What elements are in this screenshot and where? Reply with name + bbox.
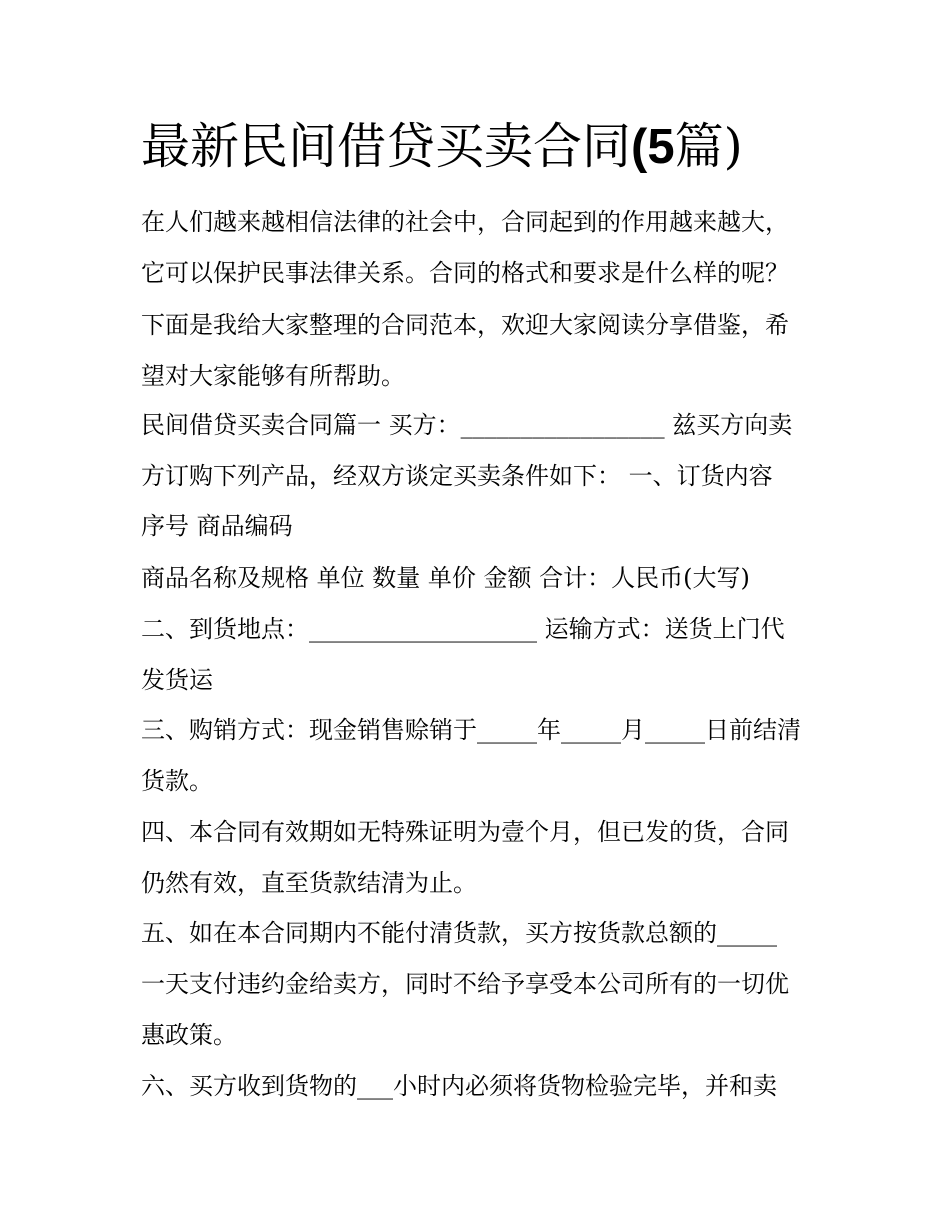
body-line: 商品名称及规格 单位 数量 单价 金额 合计：人民币(大写) <box>141 564 750 592</box>
title-suffix: 篇) <box>674 118 743 175</box>
body-line: 一天支付违约金给卖方，同时不给予享受本公司所有的一切优 <box>141 970 789 998</box>
body-line: 方订购下列产品，经双方谈定买卖条件如下： 一、订货内容 <box>141 462 773 490</box>
body-line: 六、买方收到货物的___小时内必须将货物检验完毕，并和卖 <box>141 1072 777 1100</box>
title-number: 5 <box>647 120 675 174</box>
body-line: 货款。 <box>141 767 213 795</box>
body-line: 在人们越来越相信法律的社会中，合同起到的作用越来越大， <box>141 208 789 236</box>
title-prefix: 最新民间借贷买卖合同 <box>141 118 632 175</box>
document-title <box>141 116 743 178</box>
body-line: 望对大家能够有所帮助。 <box>141 362 405 390</box>
body-line: 四、本合同有效期如无特殊证明为壹个月，但已发的货，合同 <box>141 818 789 846</box>
body-line: 三、购销方式：现金销售赊销于_____年_____月_____日前结清 <box>141 716 801 744</box>
body-line: 序号 商品编码 <box>141 512 293 540</box>
body-line: 五、如在本合同期内不能付清货款，买方按货款总额的_____ <box>141 919 777 947</box>
body-line: 下面是我给大家整理的合同范本，欢迎大家阅读分享借鉴，希 <box>141 311 789 339</box>
body-line: 二、到货地点：___________________ 运输方式：送货上门代 <box>141 615 785 643</box>
body-line: 它可以保护民事法律关系。合同的格式和要求是什么样的呢？ <box>141 259 789 287</box>
body-line: 发货运 <box>141 666 213 694</box>
title-open-paren: ( <box>631 120 648 174</box>
body-line: 仍然有效，直至货款结清为止。 <box>141 869 477 897</box>
body-line: 民间借贷买卖合同篇一 买方：_________________ 兹买方向卖 <box>141 411 793 439</box>
body-line: 惠政策。 <box>141 1021 237 1049</box>
